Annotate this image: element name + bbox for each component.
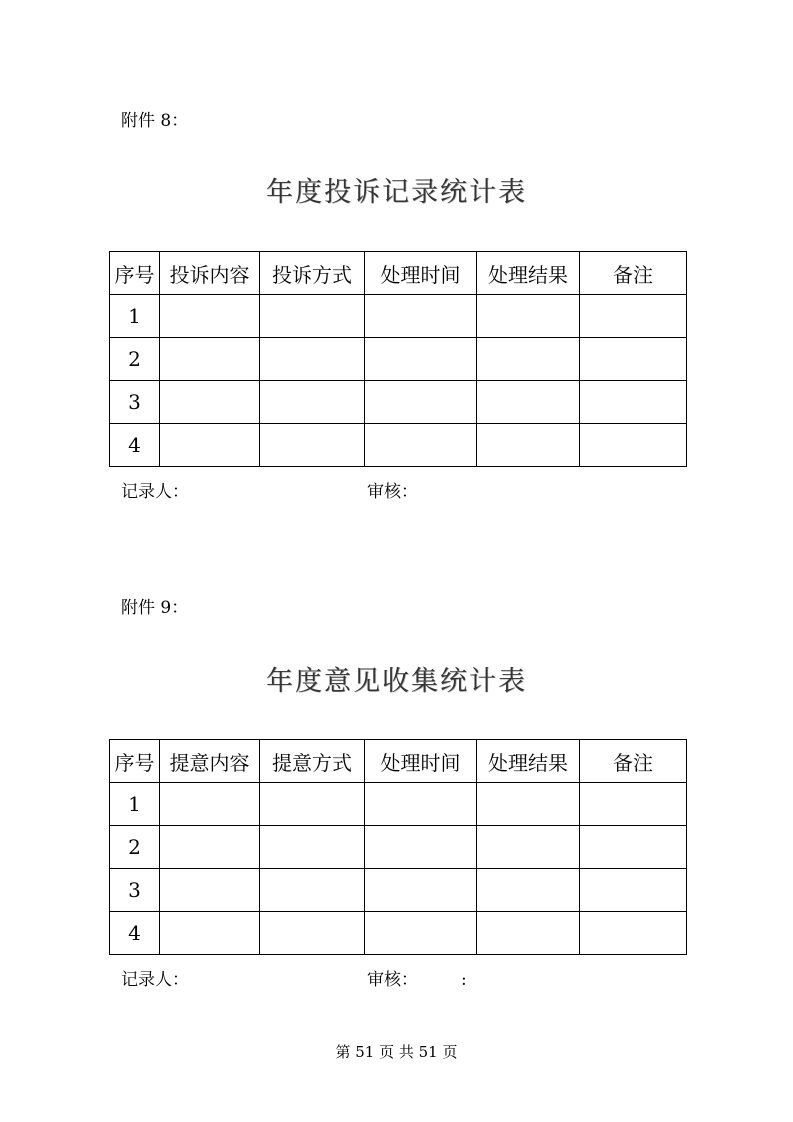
- table-row: [110, 424, 687, 467]
- reviewer-label: 审核：: [367, 970, 418, 990]
- reviewer-label: 审核：: [367, 482, 418, 502]
- table-row: [110, 869, 687, 912]
- empty-cell: [477, 783, 580, 826]
- row-number: 2: [110, 338, 160, 381]
- empty-cell: [580, 783, 687, 826]
- empty-cell: [260, 338, 365, 381]
- empty-cell: [365, 826, 477, 869]
- header-cell: 序号: [110, 740, 160, 783]
- row-number: 4: [110, 424, 160, 467]
- empty-cell: [477, 381, 580, 424]
- empty-cell: [365, 338, 477, 381]
- feedback-table-title: 年度意见收集统计表: [266, 666, 527, 697]
- header-cell: 备注: [580, 740, 687, 783]
- header-cell: 投诉方式: [260, 252, 365, 295]
- empty-cell: [580, 869, 687, 912]
- empty-cell: [260, 869, 365, 912]
- empty-cell: [477, 295, 580, 338]
- table-row: [110, 381, 687, 424]
- complaint-table-title: 年度投诉记录统计表: [266, 177, 527, 208]
- empty-cell: [580, 826, 687, 869]
- header-cell: 处理结果: [477, 740, 580, 783]
- reviewer-trailing-colon: :: [461, 970, 467, 990]
- header-cell: 处理结果: [477, 252, 580, 295]
- empty-cell: [160, 912, 260, 955]
- recorder-label: 记录人：: [121, 482, 189, 502]
- table-row: [110, 783, 687, 826]
- empty-cell: [477, 826, 580, 869]
- recorder-label: 记录人：: [121, 970, 189, 990]
- header-cell: 备注: [580, 252, 687, 295]
- empty-cell: [477, 869, 580, 912]
- empty-cell: [160, 783, 260, 826]
- row-number: 3: [110, 869, 160, 912]
- empty-cell: [160, 338, 260, 381]
- empty-cell: [365, 424, 477, 467]
- header-cell: 提意方式: [260, 740, 365, 783]
- row-number: 1: [110, 295, 160, 338]
- empty-cell: [260, 424, 365, 467]
- header-cell: 处理时间: [365, 740, 477, 783]
- row-number: 3: [110, 381, 160, 424]
- empty-cell: [260, 783, 365, 826]
- row-number: 1: [110, 783, 160, 826]
- empty-cell: [160, 295, 260, 338]
- table-row: [110, 912, 687, 955]
- table-header-row: [110, 252, 687, 295]
- empty-cell: [260, 912, 365, 955]
- page-number: 第 51 页 共 51 页: [335, 1043, 458, 1061]
- empty-cell: [365, 869, 477, 912]
- empty-cell: [580, 295, 687, 338]
- empty-cell: [580, 912, 687, 955]
- empty-cell: [365, 381, 477, 424]
- attachment-8-label: 附件 8：: [121, 111, 189, 131]
- feedback-collection-table: [109, 739, 687, 955]
- table-row: [110, 338, 687, 381]
- header-cell: 处理时间: [365, 252, 477, 295]
- empty-cell: [365, 912, 477, 955]
- empty-cell: [160, 826, 260, 869]
- row-number: 2: [110, 826, 160, 869]
- empty-cell: [160, 424, 260, 467]
- header-cell: 序号: [110, 252, 160, 295]
- empty-cell: [477, 912, 580, 955]
- empty-cell: [260, 295, 365, 338]
- header-cell: 提意内容: [160, 740, 260, 783]
- table-row: [110, 826, 687, 869]
- empty-cell: [365, 783, 477, 826]
- empty-cell: [477, 338, 580, 381]
- header-cell: 投诉内容: [160, 252, 260, 295]
- empty-cell: [365, 295, 477, 338]
- attachment-9-label: 附件 9：: [121, 598, 189, 618]
- empty-cell: [580, 338, 687, 381]
- complaint-record-table: [109, 251, 687, 467]
- empty-cell: [160, 381, 260, 424]
- empty-cell: [260, 381, 365, 424]
- empty-cell: [477, 424, 580, 467]
- empty-cell: [260, 826, 365, 869]
- table-row: [110, 295, 687, 338]
- row-number: 4: [110, 912, 160, 955]
- empty-cell: [580, 424, 687, 467]
- table-header-row: [110, 740, 687, 783]
- empty-cell: [160, 869, 260, 912]
- empty-cell: [580, 381, 687, 424]
